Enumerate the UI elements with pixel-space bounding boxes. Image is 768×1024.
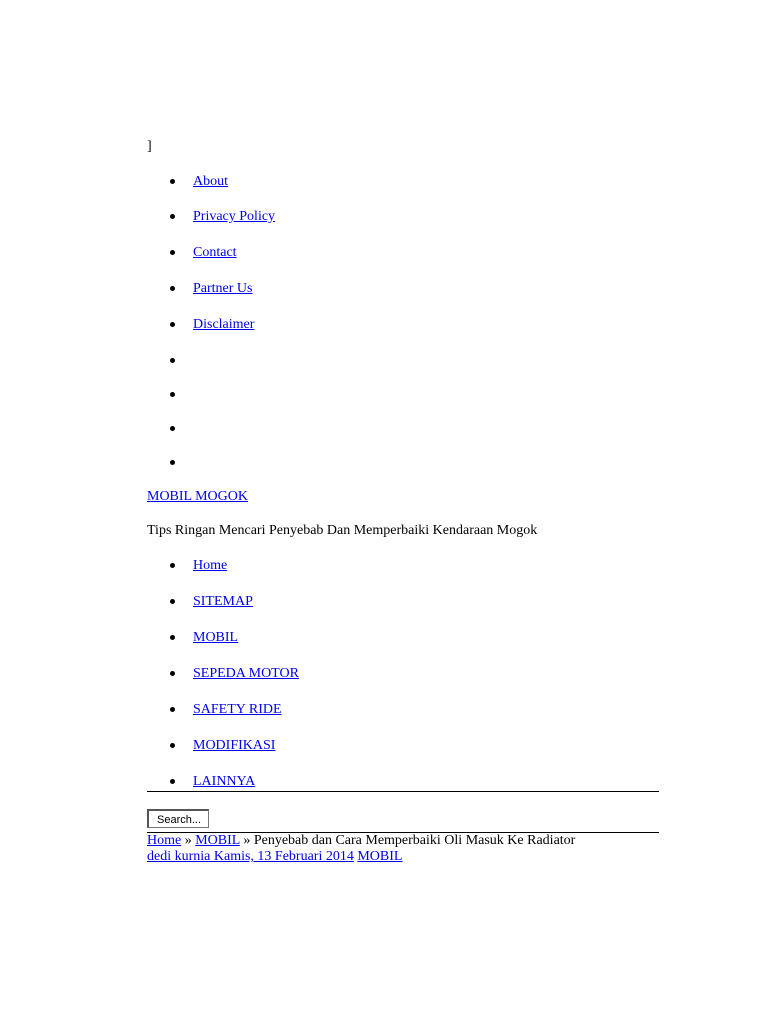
about-link[interactable]: About <box>193 174 228 189</box>
bullet-icon <box>170 460 175 465</box>
breadcrumb-separator: » <box>243 833 251 848</box>
post-category-link[interactable]: MOBIL <box>357 849 403 864</box>
post-author-date-link[interactable]: dedi kurnia Kamis, 13 Februari 2014 <box>147 849 354 864</box>
stray-bracket-text: ] <box>147 139 152 154</box>
bullet-icon <box>170 250 175 255</box>
bullet-icon <box>170 599 175 604</box>
bullet-icon <box>170 214 175 219</box>
partner-us-link[interactable]: Partner Us <box>193 281 253 296</box>
lainnya-link[interactable]: LAINNYA <box>193 774 256 789</box>
safety-ride-link[interactable]: SAFETY RIDE <box>193 702 282 717</box>
site-tagline: Tips Ringan Mencari Penyebab Dan Memperbaiki Kendaraan Mogok <box>147 523 538 538</box>
contact-link[interactable]: Contact <box>193 245 237 260</box>
bullet-icon <box>170 707 175 712</box>
breadcrumb-home-link[interactable]: Home <box>147 833 182 848</box>
bullet-icon <box>170 322 175 327</box>
modifikasi-link[interactable]: MODIFIKASI <box>193 738 276 753</box>
bullet-icon <box>170 563 175 568</box>
bullet-icon <box>170 358 175 363</box>
mobil-link[interactable]: MOBIL <box>193 630 239 645</box>
bullet-icon <box>170 779 175 784</box>
breadcrumb-category-link[interactable]: MOBIL <box>195 833 240 848</box>
disclaimer-link[interactable]: Disclaimer <box>193 317 255 332</box>
home-link[interactable]: Home <box>193 558 228 573</box>
bullet-icon <box>170 286 175 291</box>
bullet-icon <box>170 179 175 184</box>
sepeda-motor-link[interactable]: SEPEDA MOTOR <box>193 666 299 681</box>
search-input[interactable] <box>147 809 209 828</box>
sitemap-link[interactable]: SITEMAP <box>193 594 253 609</box>
bullet-icon <box>170 392 175 397</box>
menu-divider <box>147 791 659 792</box>
site-title-link[interactable]: MOBIL MOGOK <box>147 489 248 504</box>
breadcrumb-separator: » <box>184 833 192 848</box>
bullet-icon <box>170 635 175 640</box>
breadcrumb-current: Penyebab dan Cara Memperbaiki Oli Masuk Ke Radiator <box>253 833 576 848</box>
bullet-icon <box>170 743 175 748</box>
privacy-policy-link[interactable]: Privacy Policy <box>193 209 276 224</box>
post-meta <box>147 848 402 866</box>
bullet-icon <box>170 671 175 676</box>
bullet-icon <box>170 426 175 431</box>
